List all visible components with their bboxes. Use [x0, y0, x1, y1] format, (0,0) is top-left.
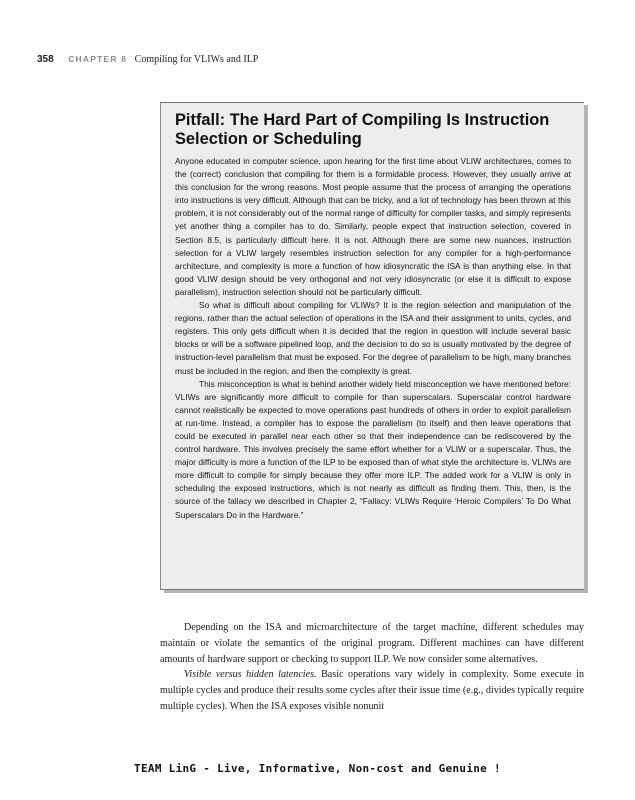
sidebar-body [175, 155, 571, 522]
pitfall-sidebar [160, 102, 584, 590]
main-text [160, 620, 584, 715]
page-number: 358 [37, 54, 54, 65]
footer-banner: TEAM LinG - Live, Informative, Non-cost and Genuine ! [134, 762, 501, 775]
sidebar-paragraph-1: Anyone educated in computer science, upon hearing for the first time about VLIW architectures, comes to the (correct) conclusion that compiling for them is a formidable process. However, they usually arrive at this conclusion for the wrong reasons. Most people assume that the process of arranging the operations into instructions is very difficult. Although that can be tricky, and a lot of technology has been thrown at this problem, it is not considerably out of the normal range of difficulty for compiler tasks, and simply represents yet another thing a compiler has to do. Similarly, people expect that instruction selection, covered in Section 8.5, is particularly difficult here. It is not. Although there are some new nuances, instruction selection for a VLIW largely resembles instruction selection for any compiler for a high-performance architecture, and complexity is more a function of how idiosyncratic the ISA is than anything else. In that good VLIW design should be very orthogonal and not very idiosyncratic (or else it is difficult to expose parallelism), instruction selection should not be particularly difficult. [175, 156, 571, 297]
body-paragraph-2 [160, 667, 584, 714]
run-in-heading: Visible versus hidden latencies. [184, 669, 317, 681]
chapter-title: Compiling for VLIWs and ILP [134, 54, 259, 65]
running-head [37, 54, 258, 65]
body-paragraph-1: Depending on the ISA and microarchitecture of the target machine, different schedules may maintain or violate the semantics of the original program. Different machines can have different amounts of hardware support or checking to support ILP. We now consider some alternatives. [160, 622, 584, 665]
sidebar-paragraph-2: So what is difficult about compiling for VLIWs? It is the region selection and manipulation of the regions, rather than the actual selection of operations in the ISA and their assignment to units, cycles, and registers. This only gets difficult when it is decided that the region in question will include several basic blocks or will be a software pipelined loop, and the decision to do so is usually motivated by the degree of instruction-level parallelism that must be exposed. For the degree of parallelism to be high, many branches must be included in the region, and then the complexity is great. [175, 300, 571, 376]
body-paragraph-2-text: Basic operations vary widely in complexity. Some execute in multiple cycles and produce their results some cycles after their issue time (e.g., divides typically require multiple cycles). When the ISA exposes visible nonunit [160, 669, 584, 712]
sidebar-title: Pitfall: The Hard Part of Compiling Is Instruction Selection or Scheduling [175, 111, 550, 148]
chapter-label: CHAPTER 8 [68, 54, 128, 64]
sidebar-paragraph-3: This misconception is what is behind another widely held misconception we have mentioned before: VLIWs are significantly more difficult to compile for than superscalars. Superscalar control hardware cannot realistically be expected to move operations past hundreds of others in order to exploit parallelism at run-time. Instead, a compiler has to expose the parallelism (to itself) and then leave operations that could be executed in parallel near each other so that their independence can be rediscovered by the control hardware. This involves precisely the same effort whether for a VLIW or a superscalar. Thus, the major difficulty is more a function of the ILP to be exposed than of what style the architecture is. VLIWs are more difficult to compile for simply because they offer more ILP. The added work for a VLIW is only in scheduling the exposed instructions, which is not nearly as difficult as finding them. This, then, is the source of the fallacy we described in Chapter 2, “Fallacy: VLIWs Require ‘Heroic Compilers’ To Do What Superscalars Do in the Hardware.” [175, 378, 571, 520]
